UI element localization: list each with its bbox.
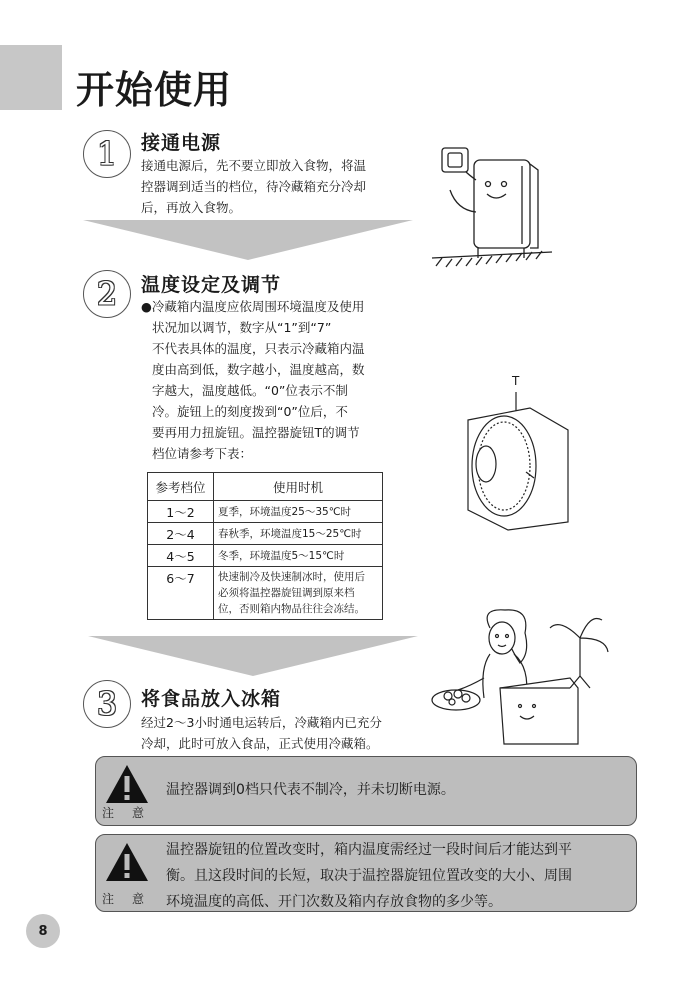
step-3-heading: 将食品放入冰箱 [141, 688, 282, 710]
text-line: 不代表具体的温度，只表示冷藏箱内温 [152, 341, 365, 356]
text-line: 后，再放入食物。 [141, 200, 242, 215]
table-cell-level: 2～4 [148, 523, 214, 545]
text-line: 档位请参考下表： [152, 446, 253, 461]
notice-1-text [166, 777, 455, 803]
table-cell-use: 夏季，环境温度25～35℃时 [214, 501, 383, 523]
text-line: 冷。旋钮上的刻度拨到“0”位后，不 [152, 404, 348, 419]
text-line: 状况加以调节，数字从“1”到“7” [152, 320, 332, 335]
page-title: 开始使用 [76, 68, 233, 112]
notice-label: 注意 [102, 892, 163, 906]
warning-icon [104, 841, 150, 883]
text-line: 字越大，温度越低。“0”位表示不制 [152, 383, 348, 398]
fridge-plug-illustration [432, 140, 552, 270]
warning-icon [104, 763, 150, 805]
text-line: 冷却，此时可放入食品，正式使用冷藏箱。 [141, 736, 379, 751]
table-row [148, 501, 383, 523]
notice-box-2 [95, 834, 637, 912]
table-header: 参考档位 [148, 473, 214, 501]
text-line: 度由高到低，数字越小，温度越高，数 [152, 362, 365, 377]
text-line: ●冷藏箱内温度应依周围环境温度及使用 [141, 299, 365, 314]
text-line: 要再用力扭旋钮。温控器旋钮T的调节 [152, 425, 360, 440]
woman-fridge-illustration [430, 608, 610, 748]
text-line: 必须将温控器旋钮调到原来档 [218, 587, 355, 599]
step-1-text [141, 155, 366, 218]
table-cell-level: 1～2 [148, 501, 214, 523]
notice-2-text [166, 837, 572, 915]
notice-label: 注意 [102, 806, 163, 820]
step-2-number: 2 [83, 270, 131, 318]
text-line: 衡。且这段时间的长短，取决于温控器旋钮位置改变的大小、周围 [166, 868, 572, 884]
step-2-heading: 温度设定及调节 [141, 274, 282, 296]
table-row [148, 567, 383, 620]
step-2-text [141, 296, 365, 464]
table-cell-use: 春秋季，环境温度15～25℃时 [214, 523, 383, 545]
text-line: 快速制冷及快速制冰时，使用后 [218, 571, 365, 583]
table-cell-level: 6～7 [148, 567, 214, 620]
arrow-band-1 [83, 220, 413, 260]
table-row [148, 523, 383, 545]
page-number: 8 [26, 914, 60, 948]
table-row [148, 545, 383, 567]
thermostat-knob-illustration [460, 390, 570, 530]
table-cell-use [214, 567, 383, 620]
text-line: 控器调到适当的档位，待冷藏箱充分冷却 [141, 179, 367, 194]
corner-tab [0, 45, 62, 110]
table-cell-use: 冬季，环境温度5～15℃时 [214, 545, 383, 567]
knob-label: T [512, 374, 520, 388]
table-header: 使用时机 [214, 473, 383, 501]
step-3-text [141, 712, 382, 754]
text-line: 接通电源后，先不要立即放入食物，将温 [141, 158, 367, 173]
text-line: 位，否则箱内物品往往会冻结。 [218, 603, 365, 615]
text-line: 经过2～3小时通电运转后，冷藏箱内已充分 [141, 715, 382, 730]
step-1-heading: 接通电源 [141, 132, 222, 154]
reference-table [147, 472, 383, 620]
arrow-band-2 [88, 636, 418, 676]
step-1-number: 1 [83, 130, 131, 178]
step-3-number: 3 [83, 680, 131, 728]
notice-box-1 [95, 756, 637, 826]
table-header-row [148, 473, 383, 501]
text-line: 温控器旋钮的位置改变时，箱内温度需经过一段时间后才能达到平 [166, 842, 572, 858]
text-line: 环境温度的高低、开门次数及箱内存放食物的多少等。 [166, 894, 502, 910]
text-line: 温控器调到0档只代表不制冷，并未切断电源。 [166, 782, 455, 798]
table-cell-level: 4～5 [148, 545, 214, 567]
